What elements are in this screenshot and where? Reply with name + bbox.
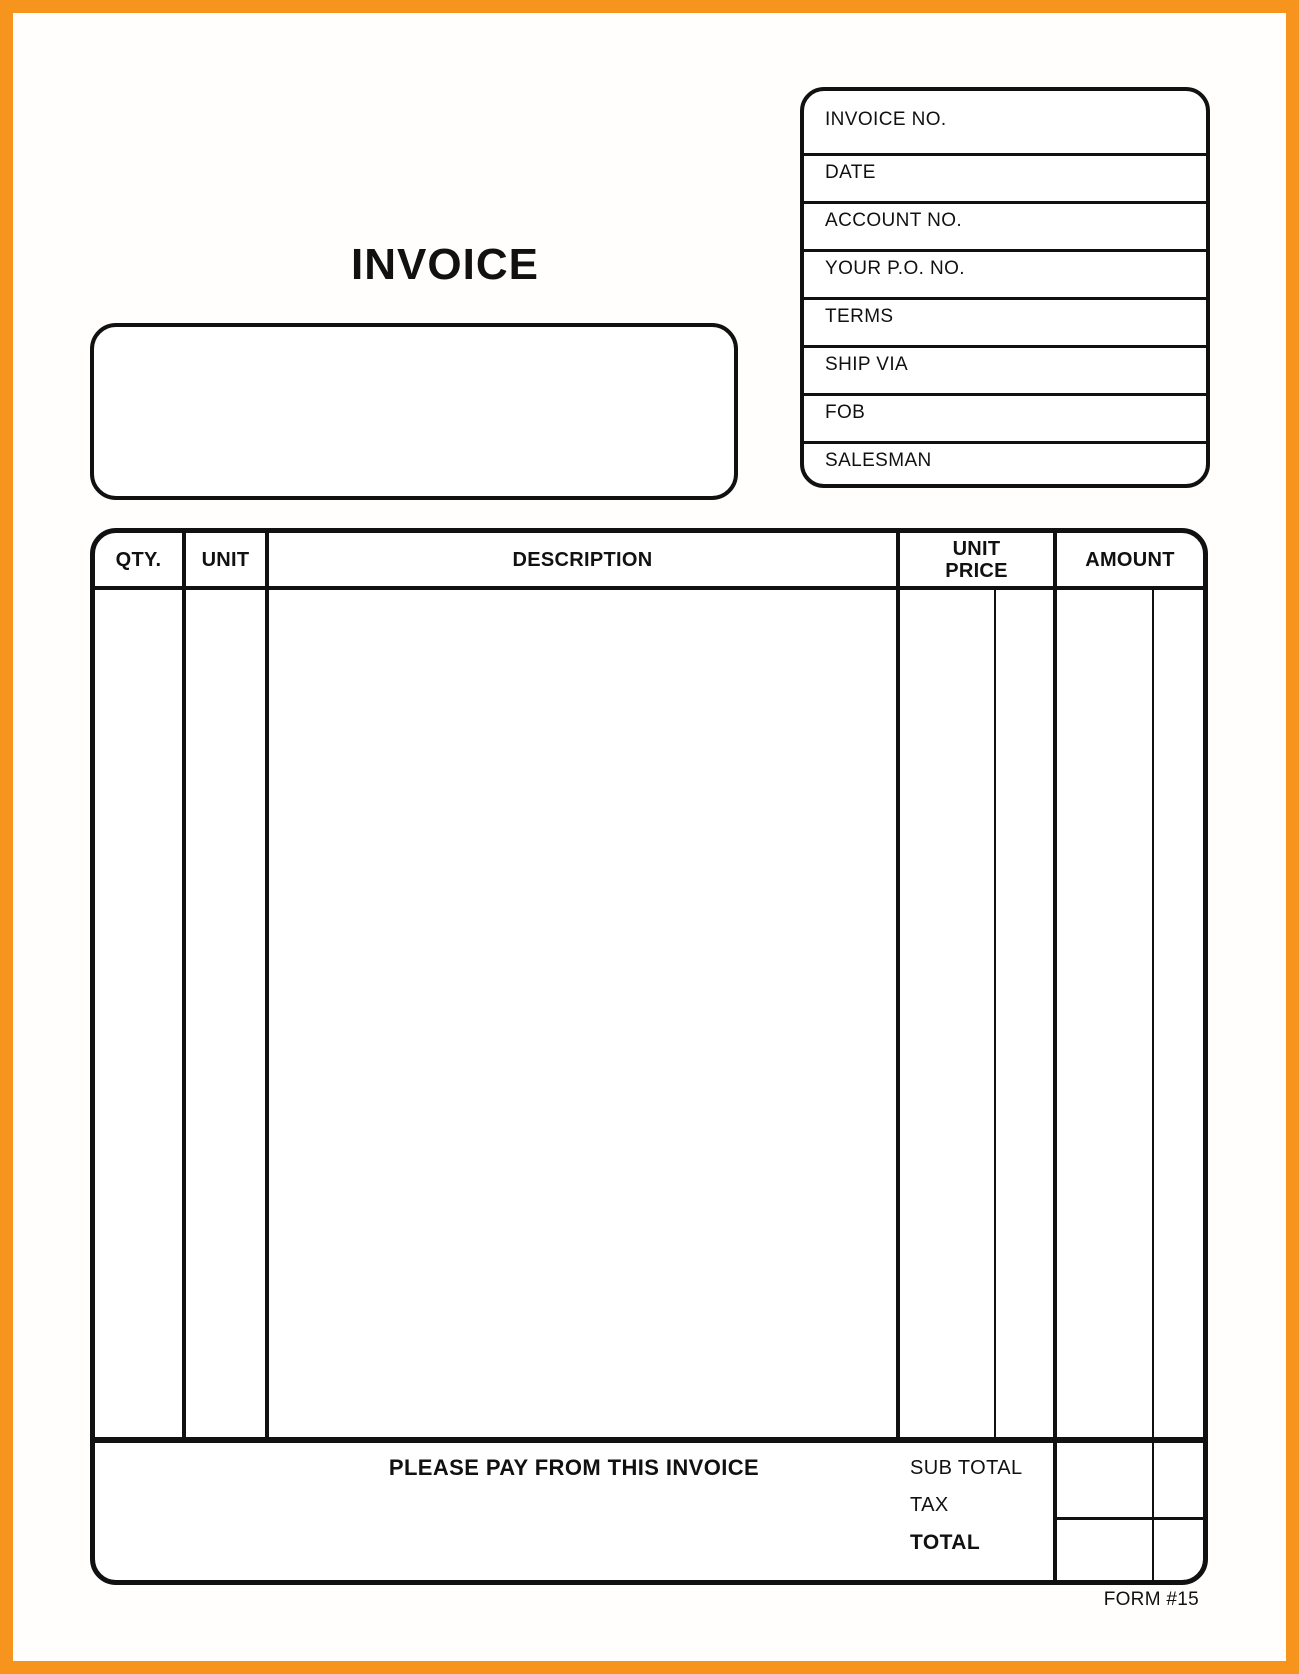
info-field-label: DATE: [825, 162, 876, 183]
unit-entry-area[interactable]: [186, 590, 265, 1437]
info-field-label: ACCOUNT NO.: [825, 210, 963, 231]
total-amount-cell[interactable]: [1057, 1520, 1203, 1580]
subtotal-tax-amount-cell[interactable]: [1057, 1443, 1203, 1517]
column-header-qty: QTY.: [115, 548, 162, 571]
qty-entry-area[interactable]: [95, 590, 182, 1437]
divider-items-bottom: [95, 1437, 1203, 1443]
pay-message: PLEASE PAY FROM THIS INVOICE: [388, 1455, 760, 1480]
tax-label: TAX: [910, 1494, 949, 1516]
subtotal-label: SUB TOTAL: [910, 1457, 1023, 1479]
page-title: INVOICE: [351, 240, 539, 289]
unit-price-entry-area[interactable]: [900, 590, 1053, 1437]
description-entry-area[interactable]: [269, 590, 896, 1437]
form-number: FORM #15: [1103, 1589, 1199, 1610]
info-field-label: YOUR P.O. NO.: [825, 258, 965, 279]
info-field-account-no[interactable]: [804, 201, 1206, 249]
column-header-amount: AMOUNT: [1085, 548, 1175, 571]
info-field-label: SHIP VIA: [825, 354, 909, 375]
column-header-unit: UNIT: [201, 548, 250, 571]
info-field-your-po-no[interactable]: [804, 249, 1206, 297]
line-items-table: [90, 528, 1208, 1585]
info-field-label: INVOICE NO.: [825, 109, 947, 130]
column-header-unit-price: UNIT PRICE: [945, 537, 1008, 582]
amount-entry-area[interactable]: [1057, 590, 1203, 1437]
info-field-label: FOB: [825, 402, 866, 423]
info-field-terms[interactable]: [804, 297, 1206, 345]
column-header-description: DESCRIPTION: [512, 548, 653, 571]
info-field-label: SALESMAN: [825, 450, 932, 471]
total-label: TOTAL: [910, 1531, 981, 1554]
bill-to-box[interactable]: [90, 323, 738, 500]
info-field-invoice-no[interactable]: [804, 91, 1206, 153]
info-field-salesman[interactable]: [804, 441, 1206, 484]
info-field-fob[interactable]: [804, 393, 1206, 441]
info-field-date[interactable]: [804, 153, 1206, 201]
info-field-ship-via[interactable]: [804, 345, 1206, 393]
invoice-info-box: [800, 87, 1210, 488]
info-field-label: TERMS: [825, 306, 894, 327]
